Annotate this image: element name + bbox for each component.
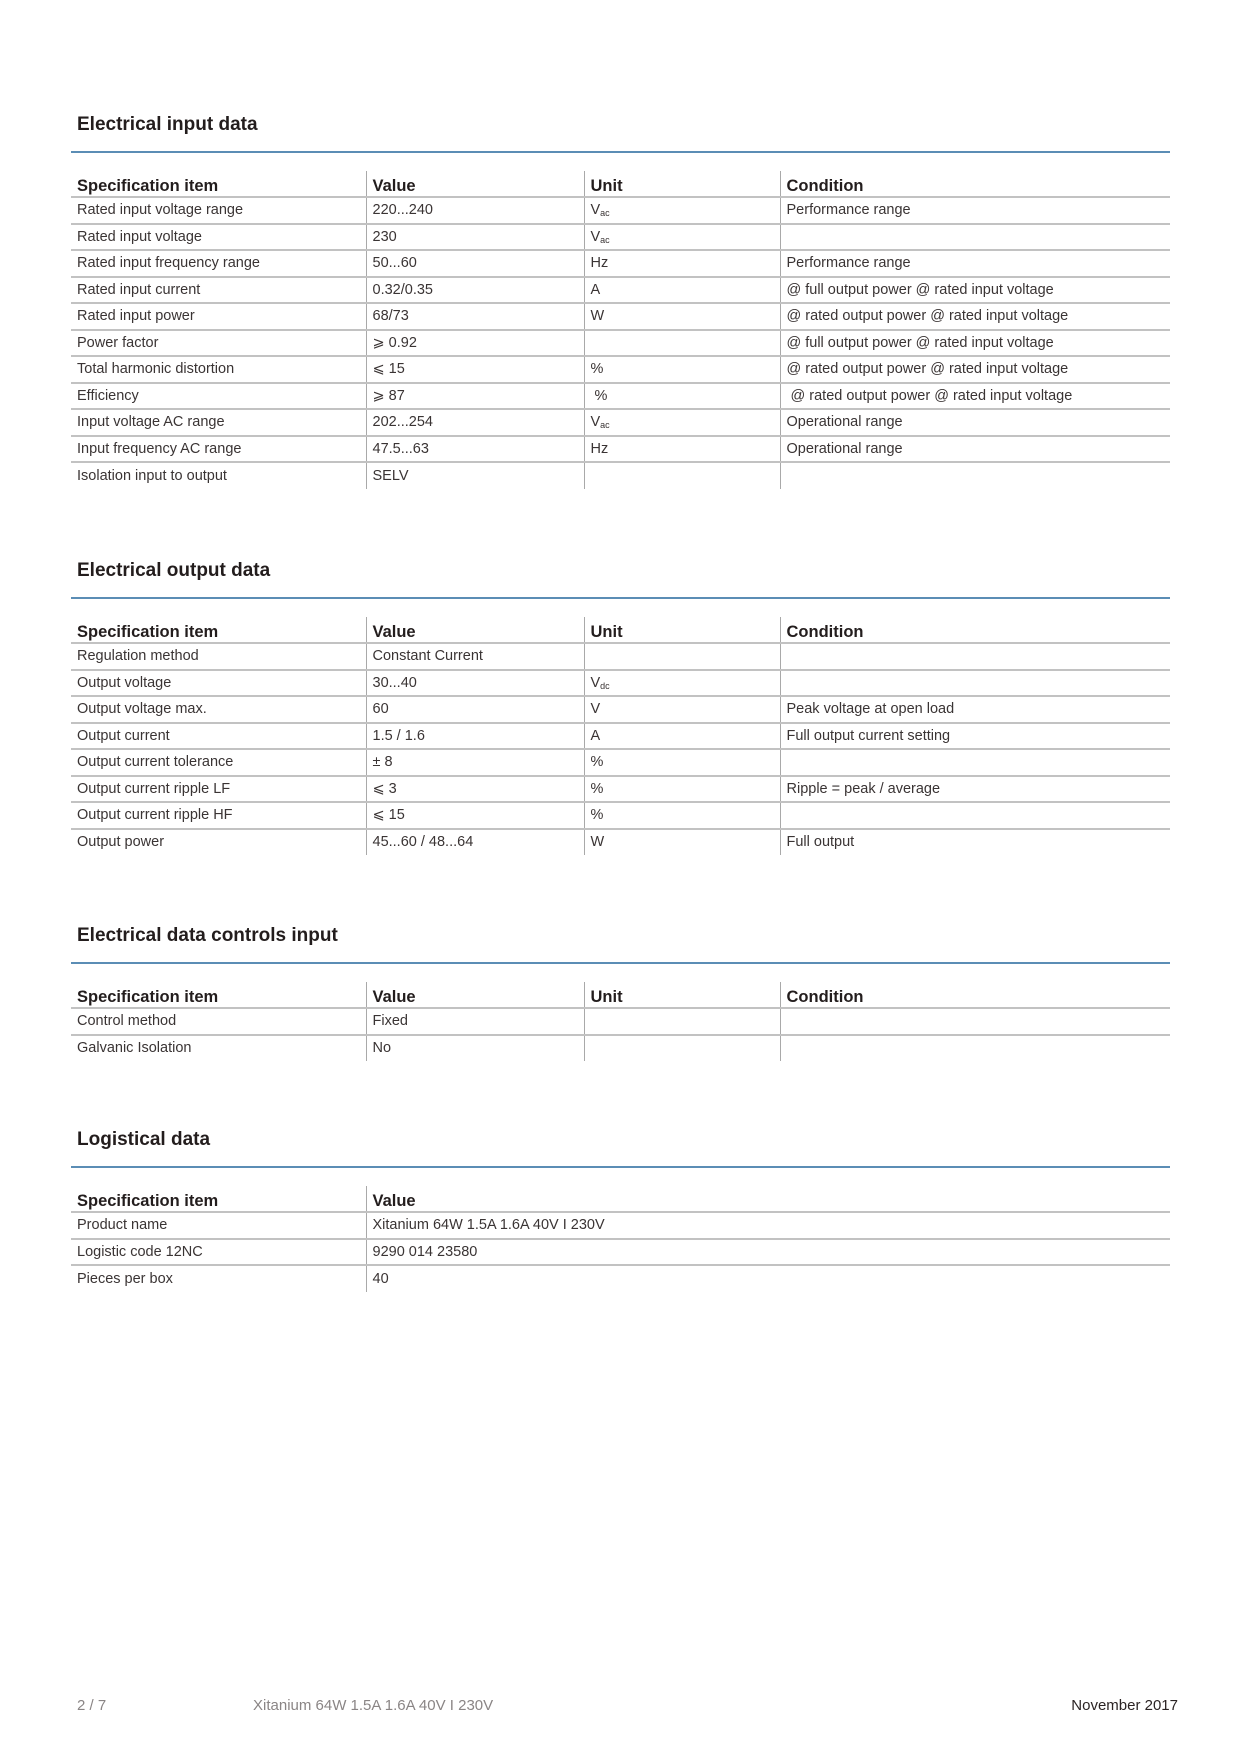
page-number: 2 / 7 xyxy=(77,1697,107,1714)
spec-value: ⩽ 15 xyxy=(366,802,584,829)
spec-condition: @ rated output power @ rated input voltage xyxy=(780,383,1170,410)
spec-condition xyxy=(780,462,1170,489)
header-unit: Unit xyxy=(584,982,780,1008)
table-row xyxy=(71,330,1170,357)
header-value: Value xyxy=(366,982,584,1008)
section-logistical xyxy=(71,1127,1170,1292)
section-divider xyxy=(71,1166,1170,1168)
table-row xyxy=(71,383,1170,410)
spec-unit: Hz xyxy=(584,250,780,277)
spec-condition: Full output xyxy=(780,829,1170,856)
spec-value: 9290 014 23580 xyxy=(366,1239,1170,1266)
spec-unit: % xyxy=(584,749,780,776)
spec-value: 0.32/0.35 xyxy=(366,277,584,304)
header-unit: Unit xyxy=(584,171,780,197)
spec-value: ± 8 xyxy=(366,749,584,776)
spec-condition: Full output current setting xyxy=(780,723,1170,750)
section-electrical-output xyxy=(71,558,1170,855)
table-row xyxy=(71,224,1170,251)
spec-unit xyxy=(584,1008,780,1035)
table-row xyxy=(71,670,1170,697)
spec-item: Output voltage max. xyxy=(71,696,366,723)
spec-item: Input voltage AC range xyxy=(71,409,366,436)
spec-item: Control method xyxy=(71,1008,366,1035)
spec-value: 202...254 xyxy=(366,409,584,436)
header-value: Value xyxy=(366,617,584,643)
spec-item: Input frequency AC range xyxy=(71,436,366,463)
spec-value: ⩽ 3 xyxy=(366,776,584,803)
table-row xyxy=(71,749,1170,776)
spec-item: Galvanic Isolation xyxy=(77,1040,192,1057)
spec-item: Power factor xyxy=(71,330,366,357)
spec-value: 45...60 / 48...64 xyxy=(366,829,584,856)
spec-unit xyxy=(584,643,780,670)
spec-table xyxy=(71,1186,1170,1292)
spec-item: Output current ripple LF xyxy=(71,776,366,803)
section-divider xyxy=(71,597,1170,599)
spec-condition xyxy=(780,670,1170,697)
section-controls-input xyxy=(71,923,1170,1061)
spec-item: Rated input power xyxy=(71,303,366,330)
spec-condition xyxy=(780,802,1170,829)
spec-item: Regulation method xyxy=(71,643,366,670)
table-row xyxy=(71,1265,1170,1292)
table-header-row xyxy=(71,617,1170,643)
table-row xyxy=(71,356,1170,383)
spec-item: Rated input frequency range xyxy=(71,250,366,277)
spec-condition: @ rated output power @ rated input voltage xyxy=(780,303,1170,330)
table-row xyxy=(71,1239,1170,1266)
section-title: Electrical output data xyxy=(77,560,271,581)
spec-condition: Peak voltage at open load xyxy=(780,696,1170,723)
spec-table xyxy=(71,617,1170,855)
spec-item: Efficiency xyxy=(71,383,366,410)
spec-value: Xitanium 64W 1.5A 1.6A 40V I 230V xyxy=(366,1212,1170,1239)
spec-unit: A xyxy=(584,723,780,750)
section-electrical-input xyxy=(71,112,1170,489)
spec-condition xyxy=(780,224,1170,251)
table-row xyxy=(71,829,1170,856)
spec-value: Fixed xyxy=(366,1008,584,1035)
spec-condition xyxy=(780,1008,1170,1035)
spec-condition: Performance range xyxy=(780,250,1170,277)
table-row xyxy=(71,462,1170,489)
header-spec: Specification item xyxy=(71,171,366,197)
table-row xyxy=(71,723,1170,750)
spec-condition xyxy=(780,1035,1170,1062)
table-row xyxy=(71,696,1170,723)
table-header-row xyxy=(71,982,1170,1008)
spec-value: 60 xyxy=(366,696,584,723)
spec-unit xyxy=(584,330,780,357)
spec-item: Total harmonic distortion xyxy=(71,356,366,383)
table-row xyxy=(71,1035,1170,1062)
spec-unit: A xyxy=(584,277,780,304)
spec-unit: % xyxy=(584,356,780,383)
spec-item: Rated input voltage xyxy=(71,224,366,251)
section-title: Logistical data xyxy=(77,1129,211,1150)
table-row xyxy=(71,303,1170,330)
spec-value: 30...40 xyxy=(366,670,584,697)
table-row xyxy=(71,436,1170,463)
spec-unit: % xyxy=(584,802,780,829)
spec-item: Isolation input to output xyxy=(77,467,227,484)
spec-value: ⩽ 15 xyxy=(366,356,584,383)
section-divider xyxy=(71,962,1170,964)
table-header-row xyxy=(71,171,1170,197)
section-divider xyxy=(71,151,1170,153)
spec-value: Constant Current xyxy=(366,643,584,670)
spec-value: 220...240 xyxy=(366,197,584,224)
spec-unit: Hz xyxy=(584,436,780,463)
spec-item: Output current tolerance xyxy=(71,749,366,776)
spec-item: Output power xyxy=(77,834,165,851)
spec-item: Rated input voltage range xyxy=(71,197,366,224)
header-value: Value xyxy=(366,1186,1170,1212)
spec-value: 68/73 xyxy=(366,303,584,330)
spec-condition: @ rated output power @ rated input voltage xyxy=(780,356,1170,383)
footer-date: November 2017 xyxy=(1071,1697,1178,1714)
header-spec: Specification item xyxy=(71,982,366,1008)
spec-condition: Operational range xyxy=(780,436,1170,463)
spec-unit: W xyxy=(584,829,780,856)
header-condition: Condition xyxy=(780,617,1170,643)
spec-item: Output current xyxy=(71,723,366,750)
footer-product-name: Xitanium 64W 1.5A 1.6A 40V I 230V xyxy=(253,1697,494,1714)
spec-value: 1.5 / 1.6 xyxy=(366,723,584,750)
spec-condition xyxy=(780,643,1170,670)
spec-unit xyxy=(584,1035,780,1062)
header-unit: Unit xyxy=(584,617,780,643)
spec-unit: % xyxy=(584,383,780,410)
spec-unit: % xyxy=(584,776,780,803)
table-row xyxy=(71,1008,1170,1035)
spec-value: 40 xyxy=(366,1265,1170,1292)
spec-condition: Ripple = peak / average xyxy=(780,776,1170,803)
header-spec: Specification item xyxy=(71,1186,366,1212)
table-row xyxy=(71,250,1170,277)
section-title: Electrical data controls input xyxy=(77,925,338,946)
section-title: Electrical input data xyxy=(77,114,258,135)
spec-item: Rated input current xyxy=(71,277,366,304)
spec-value: No xyxy=(366,1035,584,1062)
table-row xyxy=(71,409,1170,436)
spec-condition: @ full output power @ rated input voltage xyxy=(780,277,1170,304)
header-condition: Condition xyxy=(780,982,1170,1008)
spec-unit: $V_{dc}$ xyxy=(584,670,780,697)
spec-value: 230 xyxy=(366,224,584,251)
header-spec: Specification item xyxy=(71,617,366,643)
spec-unit: $V_{ac}$ xyxy=(584,224,780,251)
spec-unit: W xyxy=(584,303,780,330)
spec-condition xyxy=(780,749,1170,776)
table-row xyxy=(71,802,1170,829)
spec-unit: V xyxy=(584,696,780,723)
table-row xyxy=(71,1212,1170,1239)
table-row xyxy=(71,776,1170,803)
spec-value: 47.5...63 xyxy=(366,436,584,463)
spec-item: Logistic code 12NC xyxy=(71,1239,366,1266)
header-condition: Condition xyxy=(780,171,1170,197)
spec-item: Output voltage xyxy=(71,670,366,697)
spec-condition: Performance range xyxy=(780,197,1170,224)
spec-value: SELV xyxy=(366,462,584,489)
spec-condition: Operational range xyxy=(780,409,1170,436)
spec-unit: $V_{ac}$ xyxy=(584,197,780,224)
spec-condition: @ full output power @ rated input voltage xyxy=(780,330,1170,357)
table-row xyxy=(71,643,1170,670)
spec-item: Pieces per box xyxy=(77,1270,173,1287)
spec-table xyxy=(71,171,1170,489)
spec-item: Product name xyxy=(71,1212,366,1239)
table-row xyxy=(71,277,1170,304)
header-value: Value xyxy=(366,171,584,197)
spec-item: Output current ripple HF xyxy=(71,802,366,829)
table-header-row xyxy=(71,1186,1170,1212)
spec-table xyxy=(71,982,1170,1061)
spec-unit xyxy=(584,462,780,489)
spec-value: ⩾ 0.92 xyxy=(366,330,584,357)
spec-unit: $V_{ac}$ xyxy=(584,409,780,436)
spec-value: ⩾ 87 xyxy=(366,383,584,410)
table-row xyxy=(71,197,1170,224)
spec-value: 50...60 xyxy=(366,250,584,277)
